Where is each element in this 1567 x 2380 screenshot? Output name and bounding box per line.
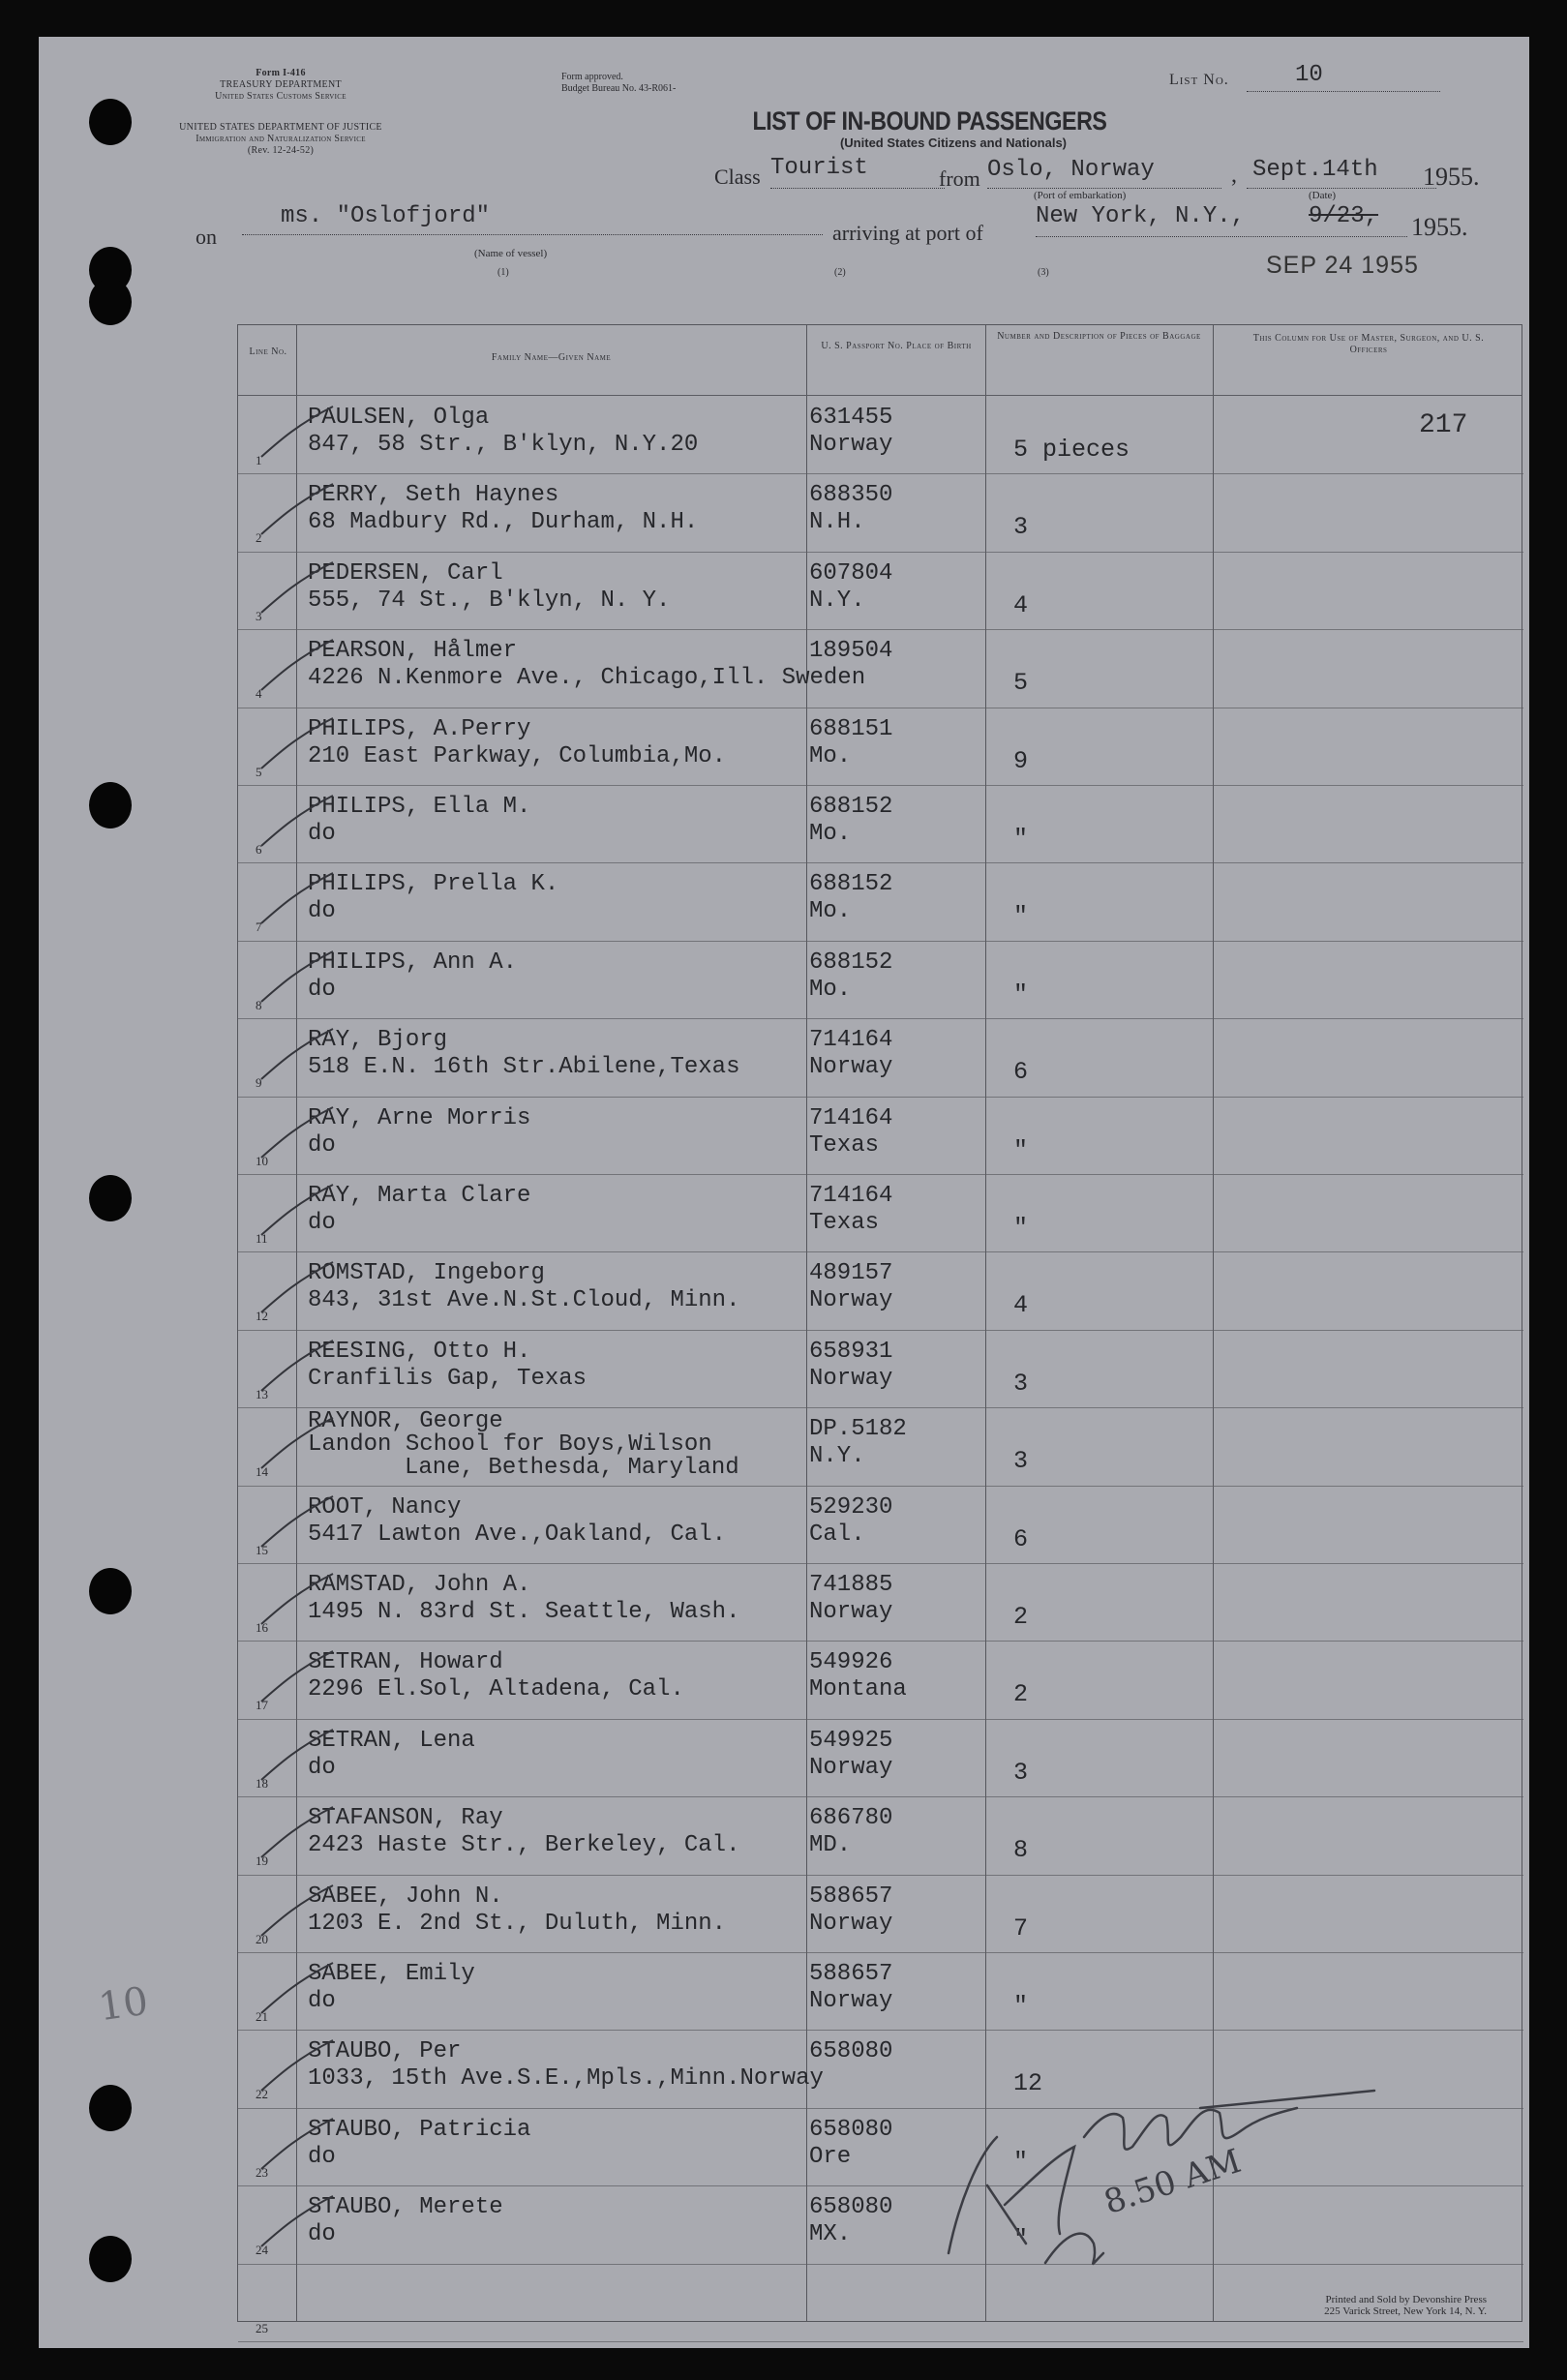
check-mark-icon	[259, 1492, 337, 1551]
col-num-2: (2)	[834, 267, 846, 278]
passenger-address: Cranfilis Gap, Texas	[308, 1365, 588, 1392]
birthplace: Norway	[809, 1754, 893, 1781]
birthplace: N.Y.	[809, 587, 865, 614]
passport-number: 688152	[809, 949, 893, 976]
header-rule	[238, 395, 1522, 396]
passenger-address: do	[308, 2143, 336, 2170]
col-header-baggage: Number and Description of Pieces of Baggage	[997, 331, 1201, 342]
line-number: 14	[256, 1464, 268, 1480]
passport-number: 688152	[809, 794, 893, 820]
list-title: LIST OF IN-BOUND PASSENGERS	[752, 106, 1107, 136]
birthplace: Texas	[809, 1210, 880, 1236]
list-subtitle: (United States Citizens and Nationals)	[839, 136, 1068, 150]
passenger-address: do	[308, 976, 336, 1003]
birthplace: Norway	[809, 1599, 893, 1625]
binder-hole	[89, 1175, 132, 1221]
class-value: Tourist	[770, 155, 868, 181]
passport-number: DP.5182	[809, 1416, 907, 1443]
passenger-name-address	[308, 405, 698, 459]
passport-number: 688152	[809, 871, 893, 898]
passenger-address: 555, 74 St., B'klyn, N. Y.	[308, 587, 671, 614]
from-value: Oslo, Norway	[987, 157, 1155, 183]
passenger-name: PHILIPS, Ann A.	[308, 949, 518, 976]
check-mark-icon	[259, 1882, 337, 1940]
passenger-address: 210 East Parkway, Columbia,Mo.	[308, 742, 727, 769]
birthplace: Norway	[809, 1365, 893, 1392]
line-number: 16	[256, 1620, 268, 1635]
baggage-count: 5	[1013, 669, 1029, 698]
baggage-count: "	[1013, 2147, 1029, 2176]
table-row	[238, 1487, 1523, 1564]
line-number: 25	[256, 2320, 268, 2335]
birthplace: Norway	[809, 1910, 893, 1937]
check-mark-icon	[259, 1414, 337, 1472]
birthplace: N.Y.	[809, 1443, 865, 1470]
passport-number: 741885	[809, 1572, 893, 1598]
passenger-name-address	[308, 560, 670, 615]
passport-number: 588657	[809, 1961, 893, 1987]
date-value: Sept.14th	[1252, 157, 1378, 183]
passenger-name: PHILIPS, Prella K.	[308, 871, 559, 898]
check-mark-icon	[259, 792, 337, 850]
table-row	[238, 942, 1523, 1019]
table-row	[238, 630, 1523, 708]
table-row	[238, 553, 1523, 630]
line-number: 11	[256, 1231, 268, 1246]
arrival-field	[1036, 203, 1407, 237]
table-row	[238, 1331, 1523, 1408]
check-mark-icon	[259, 1258, 337, 1316]
passenger-name: PHILIPS, A.Perry	[308, 715, 531, 742]
passenger-address: 2423 Haste Str., Berkeley, Cal.	[308, 1832, 740, 1859]
year-2: 1955.	[1411, 213, 1468, 241]
binder-hole	[89, 279, 132, 325]
passenger-name-address	[308, 1805, 739, 1859]
passenger-name: RAYNOR, George	[308, 1408, 503, 1435]
passenger-address: 1033, 15th Ave.S.E.,Mpls.,Minn.Norway	[308, 2065, 824, 2093]
passenger-name: SABEE, John N.	[308, 1883, 503, 1910]
birthplace: Ore	[809, 2143, 852, 2170]
passenger-address: do	[308, 1131, 336, 1159]
passenger-name-address	[308, 1027, 739, 1081]
passenger-name: SABEE, Emily	[308, 1961, 475, 1987]
passport-birthplace	[809, 2117, 892, 2171]
passport-number: 658080	[809, 2194, 893, 2221]
check-mark-icon	[259, 480, 337, 538]
passenger-name-address	[308, 949, 517, 1004]
birthplace: MD.	[809, 1832, 852, 1859]
date-field	[1247, 155, 1436, 189]
passenger-address: do	[308, 1988, 336, 2014]
passport-birthplace	[809, 1416, 907, 1470]
check-mark-icon	[259, 636, 337, 694]
passenger-address: 5417 Lawton Ave.,Oakland, Cal.	[308, 1521, 727, 1548]
passenger-name: PERRY, Seth Haynes	[308, 482, 559, 509]
line-number: 18	[256, 1775, 268, 1791]
vessel-field	[242, 201, 823, 235]
check-mark-icon	[259, 403, 337, 461]
baggage-count: 9	[1013, 746, 1029, 775]
line-number: 3	[256, 608, 262, 623]
passport-number: 588657	[809, 1883, 893, 1910]
line-number: 7	[256, 919, 262, 935]
table-row	[238, 708, 1523, 786]
line-number: 15	[256, 1542, 268, 1557]
from-field	[987, 155, 1221, 189]
baggage-count: "	[1013, 979, 1029, 1009]
col-num-3: (3)	[1038, 267, 1049, 278]
passport-number: 549925	[809, 1727, 893, 1754]
passenger-name-address	[308, 1260, 739, 1314]
passport-birthplace	[809, 1649, 907, 1703]
passport-birthplace	[809, 1728, 892, 1782]
passport-number: 529230	[809, 1493, 893, 1521]
passenger-name-address	[308, 716, 726, 770]
arrival-struck-date: 9/23,	[1309, 203, 1379, 229]
check-mark-icon	[259, 1103, 337, 1161]
line-number: 23	[256, 2164, 268, 2180]
passenger-name: RAY, Marta Clare	[308, 1183, 531, 1209]
passport-birthplace	[809, 1961, 892, 2015]
passenger-address: 68 Madbury Rd., Durham, N.H.	[308, 509, 699, 536]
birthplace: Mo.	[809, 976, 852, 1003]
passenger-name: STAUBO, Per	[308, 2038, 462, 2065]
birthplace: MX.	[809, 2221, 852, 2248]
passport-birthplace	[809, 716, 892, 770]
passenger-address: do	[308, 1754, 336, 1781]
list-no-field	[1247, 60, 1440, 92]
baggage-count: 3	[1013, 1447, 1029, 1476]
line-number: 19	[256, 1853, 268, 1869]
arrival-port: New York, N.Y.,	[1036, 203, 1246, 229]
line-number: 24	[256, 2243, 268, 2258]
list-no-label: List No.	[1169, 72, 1229, 88]
passport-birthplace	[809, 560, 892, 615]
check-mark-icon	[259, 2036, 337, 2094]
dept1-sub: United States Customs Service	[215, 91, 347, 102]
manifest-page	[39, 37, 1529, 2348]
passport-number: 189504	[809, 638, 893, 665]
passport-birthplace	[809, 1883, 892, 1938]
class-label: Class	[714, 165, 761, 189]
baggage-count: 7	[1013, 1913, 1029, 1943]
check-mark-icon	[259, 948, 337, 1006]
table-row	[238, 1019, 1523, 1097]
birthplace: Montana	[809, 1676, 907, 1703]
officer-note: 217	[1419, 410, 1468, 440]
margin-note: 10	[96, 1978, 151, 2031]
passenger-name-address	[308, 1105, 530, 1160]
baggage-count: 12	[1013, 2069, 1043, 2098]
passport-birthplace	[809, 949, 892, 1004]
baggage-count: "	[1013, 902, 1029, 931]
table-row	[238, 1564, 1523, 1642]
line-number: 12	[256, 1309, 268, 1324]
approval-block	[561, 72, 676, 95]
passenger-name-address	[308, 1883, 726, 1938]
class-field	[770, 155, 945, 189]
passenger-address: 2296 El.Sol, Altadena, Cal.	[308, 1676, 684, 1703]
binder-hole	[89, 1568, 132, 1614]
passenger-name-address	[308, 482, 698, 536]
passenger-name-address	[308, 638, 865, 692]
passenger-name: REESING, Otto H.	[308, 1338, 531, 1365]
baggage-count: 3	[1013, 1369, 1029, 1398]
col-header-name: Family Name—Given Name	[491, 352, 612, 363]
passenger-name: ROOT, Nancy	[308, 1493, 462, 1521]
birthplace: Mo.	[809, 742, 852, 769]
printer-address: 225 Varick Street, New York 14, N. Y.	[1324, 2305, 1487, 2317]
line-number: 20	[256, 1931, 268, 1946]
baggage-count: 3	[1013, 1758, 1029, 1787]
col-header-passport: U. S. Passport No. Place of Birth	[821, 341, 972, 351]
passenger-address: 843, 31st Ave.N.St.Cloud, Minn.	[308, 1287, 740, 1314]
form-approved: Form approved.	[561, 72, 623, 82]
table-row	[238, 1098, 1523, 1175]
table-row	[238, 474, 1523, 552]
passport-number: 688151	[809, 715, 893, 742]
check-mark-icon	[259, 1337, 337, 1395]
baggage-count: "	[1013, 825, 1029, 853]
vessel-value: ms. "Oslofjord"	[281, 203, 491, 229]
passport-number: 658080	[809, 2038, 893, 2065]
passenger-name: STAFANSON, Ray	[308, 1805, 503, 1832]
birthplace: Norway	[809, 1054, 893, 1081]
birthplace: N.H.	[809, 509, 865, 536]
row-rule	[238, 2341, 1523, 2342]
passenger-name: ROMSTAD, Ingeborg	[308, 1260, 545, 1287]
table-row	[238, 1720, 1523, 1797]
printer-credit	[1196, 2294, 1487, 2317]
check-mark-icon	[259, 1181, 337, 1239]
arrival-stamp: SEP 24 1955	[1266, 252, 1419, 279]
signature-time: 8.50 AM	[1099, 2141, 1246, 2223]
table-row	[238, 1953, 1523, 2031]
line-number: 13	[256, 1386, 268, 1401]
passenger-address: 4226 N.Kenmore Ave., Chicago,Ill. Sweden	[308, 665, 866, 692]
passenger-name: STAUBO, Merete	[308, 2194, 503, 2221]
line-number: 1	[256, 453, 262, 467]
passport-number: 688350	[809, 482, 893, 509]
binder-hole	[89, 2236, 132, 2282]
baggage-count: 2	[1013, 1603, 1029, 1631]
baggage-count: 6	[1013, 1058, 1029, 1087]
passenger-address: do	[308, 1210, 336, 1236]
passenger-name-address	[308, 1339, 587, 1393]
binder-hole	[89, 782, 132, 828]
passenger-name: RAY, Arne Morris	[308, 1104, 531, 1131]
baggage-count: "	[1013, 1992, 1029, 2020]
birthplace: Mo.	[809, 821, 852, 847]
check-mark-icon	[259, 1726, 337, 1784]
passenger-name: RAMSTAD, John A.	[308, 1572, 531, 1598]
printer-name: Printed and Sold by Devonshire Press	[1325, 2294, 1487, 2305]
table-row	[238, 397, 1523, 474]
line-number: 8	[256, 997, 262, 1012]
form-agency-block	[155, 68, 407, 103]
passport-number: 658080	[809, 2116, 893, 2143]
from-label: from	[939, 166, 980, 191]
passport-birthplace	[809, 1805, 892, 1859]
passenger-table	[237, 324, 1522, 2335]
passenger-address: Landon School for Boys,Wilson	[308, 1431, 712, 1459]
passenger-name: PEDERSEN, Carl	[308, 559, 503, 587]
passport-number: 714164	[809, 1104, 893, 1131]
birthplace: Texas	[809, 1131, 880, 1159]
passport-birthplace	[809, 2038, 892, 2065]
passenger-name: SETRAN, Lena	[308, 1727, 475, 1754]
line-number: 6	[256, 842, 262, 857]
check-mark-icon	[259, 714, 337, 772]
table-row	[238, 1175, 1523, 1252]
col-header-line: Line No.	[249, 346, 287, 357]
vessel-caption: (Name of vessel)	[474, 248, 548, 259]
check-mark-icon	[259, 1803, 337, 1861]
passport-birthplace	[809, 1339, 892, 1393]
baggage-count: "	[1013, 1214, 1029, 1242]
baggage-count: "	[1013, 1135, 1029, 1164]
line-number: 2	[256, 530, 262, 546]
passenger-name: PEARSON, Hålmer	[308, 638, 518, 665]
check-mark-icon	[259, 1647, 337, 1705]
table-row	[238, 1252, 1523, 1330]
passenger-name-address	[308, 1649, 684, 1703]
date-caption: (Date)	[1309, 190, 1337, 201]
inspector-signature	[890, 2040, 1394, 2292]
birthplace: Norway	[809, 1988, 893, 2014]
table-row	[238, 1642, 1523, 1719]
passenger-name-address	[308, 1494, 726, 1549]
passport-birthplace	[809, 482, 892, 536]
passport-number: 489157	[809, 1260, 893, 1287]
port-caption: (Port of embarkation)	[1034, 190, 1127, 201]
passenger-name: PHILIPS, Ella M.	[308, 794, 531, 820]
check-mark-icon	[259, 558, 337, 617]
check-mark-icon	[259, 2192, 337, 2250]
line-number: 22	[256, 2087, 268, 2102]
passenger-name: PAULSEN, Olga	[308, 405, 490, 431]
passenger-name-address	[308, 2038, 824, 2093]
birthplace: Mo.	[809, 898, 852, 925]
line-number: 21	[256, 2009, 268, 2024]
table-row	[238, 786, 1523, 863]
passenger-address: 518 E.N. 16th Str.Abilene,Texas	[308, 1054, 740, 1081]
passport-birthplace	[809, 1105, 892, 1160]
year-1: 1955.	[1423, 163, 1480, 191]
passenger-address: do	[308, 2221, 336, 2248]
line-number: 10	[256, 1153, 268, 1168]
budget-bureau: Budget Bureau No. 43-R061-	[561, 83, 677, 94]
passport-birthplace	[809, 405, 892, 459]
passport-number: 686780	[809, 1805, 893, 1832]
passenger-address: do	[308, 821, 336, 847]
birthplace: Cal.	[809, 1521, 865, 1548]
passport-number: 714164	[809, 1183, 893, 1209]
passport-number: 549926	[809, 1649, 893, 1676]
passport-birthplace	[809, 1183, 892, 1237]
passport-birthplace	[809, 871, 892, 925]
passport-birthplace	[809, 1494, 892, 1549]
passport-birthplace	[809, 794, 892, 848]
passenger-address: 847, 58 Str., B'klyn, N.Y.20	[308, 432, 699, 458]
baggage-count: 8	[1013, 1836, 1029, 1865]
passenger-name-address	[308, 871, 558, 925]
passport-birthplace	[809, 2194, 892, 2248]
passenger-address: 1495 N. 83rd St. Seattle, Wash.	[308, 1599, 740, 1625]
baggage-count: 6	[1013, 1524, 1029, 1553]
passport-birthplace	[809, 1027, 892, 1081]
baggage-count: "	[1013, 2225, 1029, 2254]
revision: (Rev. 12-24-52)	[247, 145, 315, 156]
passenger-address: 1203 E. 2nd St., Duluth, Minn.	[308, 1910, 727, 1937]
check-mark-icon	[259, 1570, 337, 1628]
table-row	[238, 1876, 1523, 1953]
table-row	[238, 1797, 1523, 1875]
passport-birthplace	[809, 1572, 892, 1626]
line-number: 9	[256, 1075, 262, 1091]
birthplace: Norway	[809, 1287, 893, 1314]
passenger-name-address	[308, 1410, 739, 1480]
baggage-count: 4	[1013, 590, 1029, 619]
binder-hole	[89, 2085, 132, 2131]
passenger-name: RAY, Bjorg	[308, 1027, 448, 1054]
line-number: 4	[256, 686, 262, 702]
passport-birthplace	[809, 1260, 892, 1314]
passenger-name-address	[308, 2117, 530, 2171]
binder-hole	[89, 99, 132, 145]
check-mark-icon	[259, 1025, 337, 1083]
dept2-sub: Immigration and Naturalization Service	[196, 134, 366, 144]
check-mark-icon	[259, 869, 337, 927]
passenger-name: STAUBO, Patricia	[308, 2116, 531, 2143]
col-header-officers: This Column for Use of Master, Surgeon, and U. S. Officers	[1252, 333, 1485, 355]
passenger-name: SETRAN, Howard	[308, 1649, 503, 1676]
line-number: 17	[256, 1698, 268, 1713]
baggage-count: 3	[1013, 513, 1029, 542]
birthplace: Norway	[809, 432, 893, 458]
table-row	[238, 863, 1523, 941]
arriving-label: arriving at port of	[832, 221, 983, 245]
check-mark-icon	[259, 1959, 337, 2017]
passenger-name-address	[308, 2194, 503, 2248]
check-mark-icon	[259, 2115, 337, 2173]
passport-number: 714164	[809, 1027, 893, 1054]
dept2: UNITED STATES DEPARTMENT OF JUSTICE	[179, 122, 382, 133]
passport-number: 658931	[809, 1338, 893, 1365]
list-no-value: 10	[1295, 62, 1323, 88]
col-num-1: (1)	[497, 267, 509, 278]
passport-birthplace	[809, 638, 892, 665]
baggage-count: 2	[1013, 1680, 1029, 1709]
passenger-name-address	[308, 1572, 739, 1626]
baggage-count: 5 pieces	[1013, 436, 1130, 464]
table-row	[238, 1408, 1523, 1486]
date-comma: ,	[1231, 163, 1237, 188]
passenger-name-address	[308, 1183, 530, 1237]
baggage-count: 4	[1013, 1291, 1029, 1320]
form-number: Form I-416	[256, 68, 306, 78]
line-number: 5	[256, 764, 262, 779]
on-label: on	[196, 225, 217, 249]
passport-number: 607804	[809, 559, 893, 587]
passenger-name-address	[308, 794, 530, 848]
dept1: TREASURY DEPARTMENT	[220, 79, 342, 90]
passport-number: 631455	[809, 405, 893, 431]
passenger-address: do	[308, 898, 336, 925]
passenger-address-line2: Lane, Bethesda, Maryland	[405, 1455, 739, 1482]
